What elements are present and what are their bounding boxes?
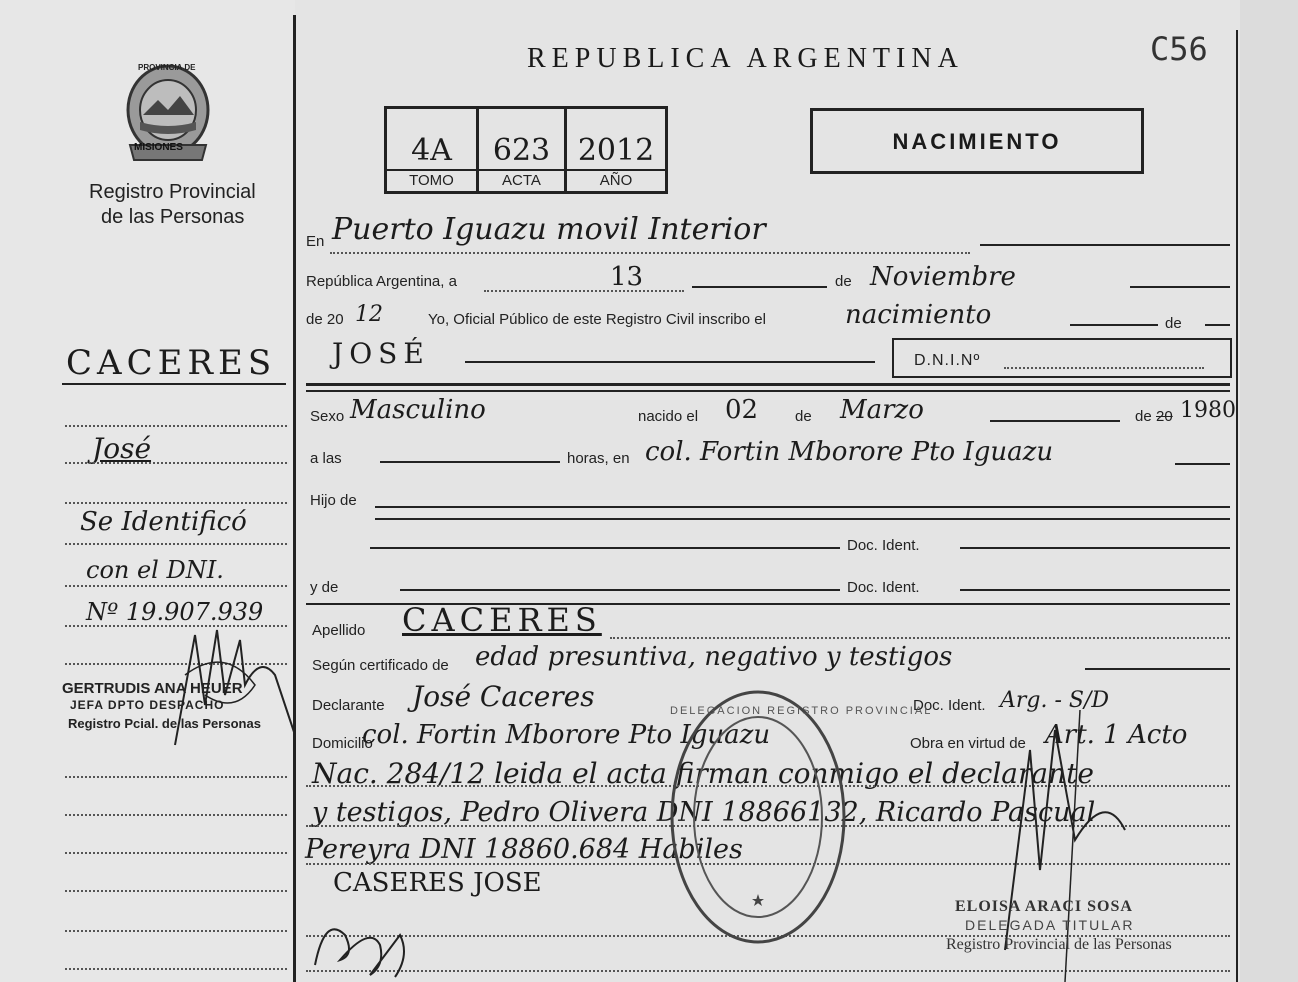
sidebar-line-9	[65, 814, 287, 816]
segun-line	[1085, 668, 1230, 670]
de-label-1: de	[835, 273, 852, 290]
place-line	[980, 244, 1230, 246]
section-divider-1	[306, 383, 1230, 386]
declarante-value: José Caceres	[412, 680, 595, 713]
y-de-label: y de	[310, 579, 339, 596]
a-las-label: a las	[310, 450, 342, 467]
acta-label-row-line	[387, 169, 665, 171]
birth-year: 1980	[1180, 398, 1236, 423]
sidebar-line-4	[65, 543, 287, 545]
sidebar-given-name: José	[92, 432, 152, 465]
official-name: ELOISA ARACI SOSA	[955, 898, 1133, 915]
day-dots	[484, 290, 684, 292]
horas-label: horas, en	[567, 450, 630, 467]
doc-ident-3: Doc. Ident.	[913, 697, 986, 714]
sidebar-line-13	[65, 968, 287, 970]
hijo-line	[375, 506, 1230, 508]
act-line	[1070, 324, 1158, 326]
body-line-3: Pereyra DNI 18860.684 Habiles	[305, 834, 743, 865]
doc-ident-1: Doc. Ident.	[847, 537, 920, 554]
sidebar-line-12	[65, 930, 287, 932]
year-suffix: 12	[355, 302, 383, 327]
acta-value: 623	[492, 133, 551, 168]
place-dots	[330, 252, 970, 254]
anio-label: AÑO	[599, 172, 633, 189]
de-line-2	[1205, 324, 1230, 326]
year-prefix: de 20	[306, 311, 344, 328]
declarant-signature	[310, 905, 420, 982]
official-stamp	[668, 688, 933, 946]
day-line	[692, 286, 827, 288]
de-year-label: de	[1135, 408, 1152, 425]
domicilio-value: col. Fortin Mborore Pto Iguazu	[362, 720, 771, 750]
hour-line	[380, 461, 560, 463]
sidebar-id-note-2: con el DNI.	[86, 556, 224, 584]
registry-name-line2: de las Personas	[101, 206, 245, 228]
sidebar-id-note-1: Se Identificó	[80, 507, 247, 537]
obra-value: Art. 1 Acto	[1045, 720, 1188, 750]
signature-print: CASERES JOSE	[333, 868, 542, 898]
document-title: REPUBLICA ARGENTINA	[527, 43, 964, 74]
right-page-strip	[1240, 0, 1298, 982]
doc2-line	[960, 589, 1230, 591]
sidebar-surname-line	[62, 383, 286, 385]
margin-divider	[293, 15, 296, 982]
apellido-dots	[610, 637, 1230, 639]
official-role: DELEGADA TITULAR	[965, 917, 1135, 933]
sidebar-signer-office: Registro Pcial. de las Personas	[68, 716, 261, 731]
sidebar-line-1	[65, 425, 287, 427]
seal-text-top: PROVINCIA DE	[138, 63, 196, 72]
child-name-line	[465, 361, 875, 363]
birth-place-line	[1175, 463, 1230, 465]
en-label: En	[306, 233, 325, 250]
tomo-label: TOMO	[409, 172, 454, 189]
record-type-box	[810, 108, 1144, 174]
child-name: JOSÉ	[332, 337, 430, 370]
sidebar-signer-role: JEFA DPTO DESPACHO	[70, 698, 225, 712]
body-line-1: Nac. 284/12 leida el acta firman conmigo el declarante	[312, 757, 1094, 790]
sidebar-id-note-3: Nº 19.907.939	[86, 598, 264, 626]
obra-label: Obra en virtud de	[910, 735, 1026, 752]
sidebar-signer-name: GERTRUDIS ANA HEUER	[62, 680, 243, 697]
section-divider-2	[306, 390, 1230, 392]
apellido-label: Apellido	[312, 622, 366, 639]
stamp-text: DELEGACION REGISTRO PROVINCIAL	[670, 705, 933, 717]
dni-label: D.N.I.Nº	[914, 352, 981, 369]
sidebar-surname: CACERES	[66, 343, 277, 383]
registry-name-line1: Registro Provincial	[89, 181, 256, 203]
segun-value: edad presuntiva, negativo y testigos	[475, 642, 953, 672]
month-line	[1130, 286, 1230, 288]
republica-label: República Argentina, a	[306, 273, 457, 290]
dni-box	[892, 338, 1232, 378]
apellido-value: CACERES	[402, 601, 602, 639]
hijo-label: Hijo de	[310, 492, 357, 509]
sidebar-line-11	[65, 890, 287, 892]
sidebar-signature	[165, 615, 305, 750]
de-year-struck: 20	[1156, 408, 1173, 425]
acta-reference-box	[384, 106, 668, 194]
sidebar-line-8	[65, 776, 287, 778]
segun-label: Según certificado de	[312, 657, 449, 674]
inscribed-act: nacimiento	[845, 300, 992, 330]
de-label-2: de	[1165, 315, 1182, 332]
parent1-line	[370, 547, 840, 549]
birth-place: col. Fortin Mborore Pto Iguazu	[645, 437, 1054, 467]
declarante-doc: Arg. - S/D	[1000, 688, 1110, 713]
parent2-line	[400, 589, 840, 591]
dni-dots	[1004, 367, 1204, 369]
record-type-label: NACIMIENTO	[892, 129, 1062, 154]
sexo-value: Masculino	[350, 395, 486, 425]
body-line-2: y testigos, Pedro Olivera DNI 18866132, Ricardo Pascual	[312, 797, 1096, 828]
folio-number: C56	[1150, 30, 1208, 68]
right-border	[1236, 30, 1238, 982]
tomo-value: 4A	[411, 133, 452, 168]
sidebar-line-2	[65, 462, 287, 464]
sidebar-line-3	[65, 502, 287, 504]
sidebar-line-5	[65, 585, 287, 587]
acta-label: ACTA	[502, 172, 541, 189]
hijo-line-2	[375, 518, 1230, 520]
official-office: Registro Provincial de las Personas	[946, 936, 1172, 953]
doc-ident-2: Doc. Ident.	[847, 579, 920, 596]
anio-value: 2012	[577, 133, 655, 168]
doc1-line	[960, 547, 1230, 549]
day-value: 13	[610, 262, 644, 292]
sidebar-line-10	[65, 852, 287, 854]
sexo-label: Sexo	[310, 408, 345, 425]
birth-month: Marzo	[840, 395, 924, 425]
birth-month-line	[990, 420, 1120, 422]
place-value: Puerto Iguazu movil Interior	[332, 212, 766, 247]
seal-text-bottom: MISIONES	[134, 142, 183, 153]
yo-text: Yo, Oficial Público de este Registro Civil inscribo el	[428, 311, 766, 328]
domicilio-label: Domicilio	[312, 735, 373, 752]
declarante-label: Declarante	[312, 697, 385, 714]
month-value: Noviembre	[870, 262, 1016, 292]
nacido-label: nacido el	[638, 408, 699, 425]
birth-day: 02	[725, 395, 759, 425]
de-label-3: de	[795, 408, 812, 425]
